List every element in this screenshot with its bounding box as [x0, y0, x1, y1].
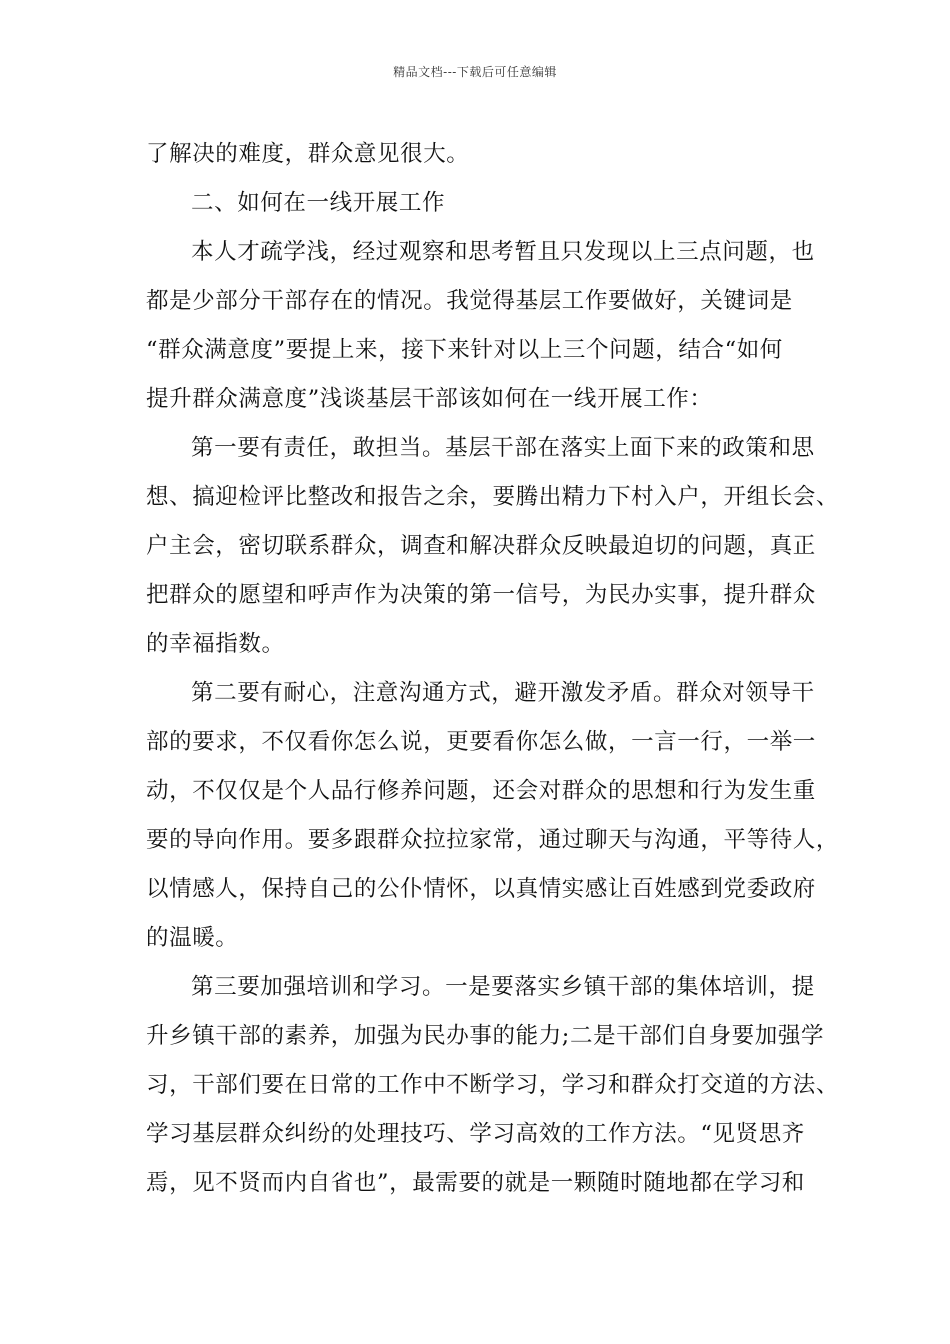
text-line: 第一要有责任，敢担当。基层干部在落实上面下来的政策和思 — [191, 435, 815, 461]
text-line: 第三要加强培训和学习。一是要落实乡镇干部的集体培训，提 — [191, 974, 815, 1000]
paragraph-second-point — [146, 669, 840, 963]
paragraph-continuation — [146, 130, 808, 179]
text-line: 想、搞迎检评比整改和报告之余，要腾出精力下村入户，开组长会、 — [146, 484, 840, 510]
text-line: 提升群众满意度”浅谈基层干部该如何在一线开展工作： — [146, 386, 713, 412]
text-line: 把群众的愿望和呼声作为决策的第一信号，为民办实事，提升群众 — [146, 582, 816, 608]
text-line: 要的导向作用。要多跟群众拉拉家常，通过聊天与沟通，平等待人， — [146, 827, 840, 853]
text-line: 的温暖。 — [146, 925, 239, 951]
text-line: 以情感人，保持自己的公仆情怀，以真情实感让百姓感到党委政府 — [146, 876, 816, 902]
text-line: 了解决的难度，群众意见很大。 — [146, 141, 470, 167]
page-header: 精品文档---下载后可任意编辑 — [393, 65, 557, 79]
text-line: “群众满意度”要提上来，接下来针对以上三个问题，结合“如何 — [146, 337, 783, 363]
text-line: 第二要有耐心，注意沟通方式，避开激发矛盾。群众对领导干 — [191, 680, 815, 706]
text-line: 二、如何在一线开展工作 — [191, 190, 446, 216]
text-line: 的幸福指数。 — [146, 631, 285, 657]
text-line: 都是少部分干部存在的情况。我觉得基层工作要做好，关键词是 — [146, 288, 793, 314]
text-line: 习，干部们要在日常的工作中不断学习，学习和群众打交道的方法、 — [146, 1072, 840, 1098]
text-line: 焉，见不贤而内自省也”，最需要的就是一颗随时随地都在学习和 — [146, 1170, 805, 1196]
section-heading — [146, 179, 808, 228]
text-line: 升乡镇干部的素养，加强为民办事的能力;二是干部们自身要加强学 — [146, 1023, 825, 1049]
text-line: 部的要求，不仅看你怎么说，更要看你怎么做，一言一行，一举一 — [146, 729, 816, 755]
paragraph-intro — [146, 228, 815, 424]
text-line: 本人才疏学浅，经过观察和思考暂且只发现以上三点问题，也 — [191, 239, 815, 265]
document-body — [146, 130, 840, 1208]
paragraph-first-point — [146, 424, 840, 669]
text-line: 学习基层群众纠纷的处理技巧、学习高效的工作方法。“见贤思齐 — [146, 1121, 805, 1147]
text-line: 动，不仅仅是个人品行修养问题，还会对群众的思想和行为发生重 — [146, 778, 816, 804]
paragraph-third-point — [146, 963, 840, 1208]
text-line: 户主会，密切联系群众，调查和解决群众反映最迫切的问题，真正 — [146, 533, 816, 559]
